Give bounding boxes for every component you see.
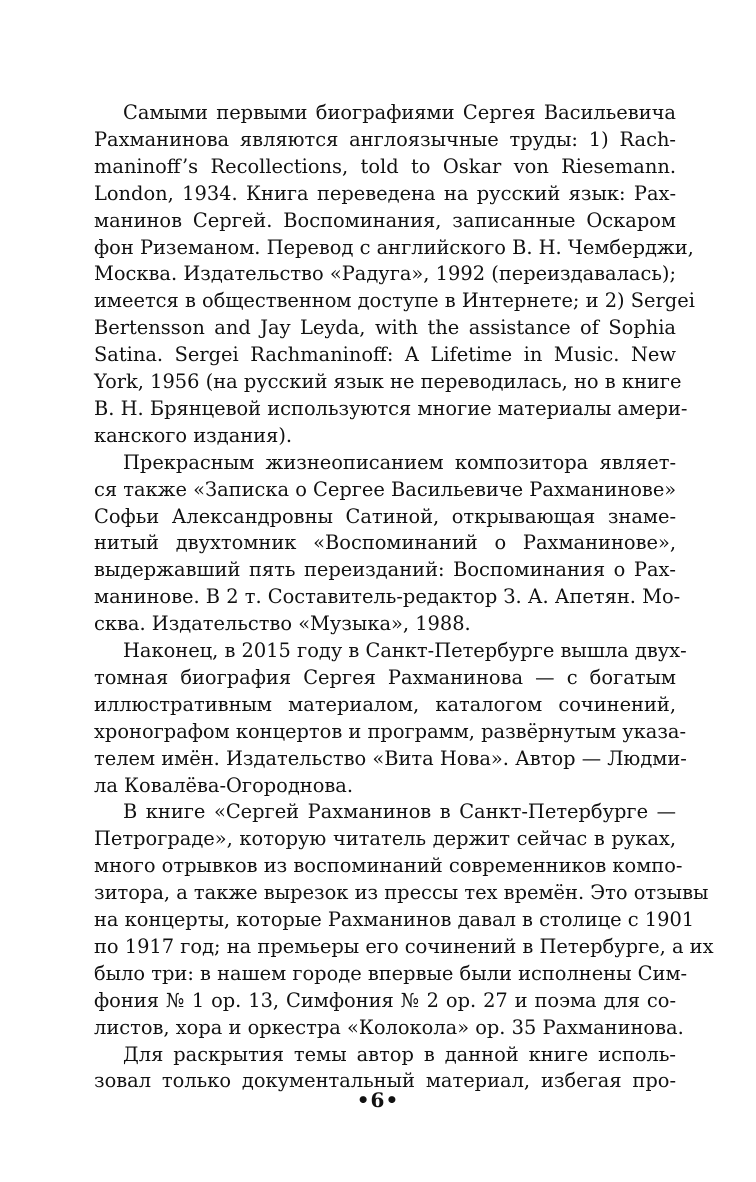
text-line: В книге «Сергей Рахманинов в Санкт-Петербурге — xyxy=(123,800,676,824)
text-line: Для раскрытия темы автор в данной книге исполь- xyxy=(123,1042,676,1066)
text-line: манинове. В 2 т. Составитель-редактор З. А. Апетян. Мо- xyxy=(94,585,681,609)
text-line: Самыми первыми биографиями Сергея Васильевича xyxy=(123,101,676,124)
text-line: Петрограде», которую читатель держит сейчас в руках, xyxy=(94,827,676,851)
text-line: ла Ковалёва-Огороднова. xyxy=(94,773,354,797)
text-line: имеется в общественном доступе в Интернете; и 2) Sergei xyxy=(94,289,695,313)
text-line: London, 1934. Книга переведена на русский язык: Рах- xyxy=(94,181,676,205)
text-line: фон Риземаном. Перевод с английского В. Н. Чемберджи, xyxy=(94,235,694,259)
text-line: Наконец, в 2015 году в Санкт-Петербурге вышла двух- xyxy=(123,639,687,662)
text-line: было три: в нашем городе впервые были исполнены Сим- xyxy=(94,961,688,985)
page-number: •6• xyxy=(356,1088,400,1112)
text-line: листов, хора и оркестра «Колокола» ор. 35 Рахманинова. xyxy=(94,1015,684,1039)
text-line: зовал только документальный материал, избегая про- xyxy=(94,1069,676,1093)
text-line: телем имён. Издательство «Вита Нова». Автор — Людми- xyxy=(94,746,687,770)
text-line: York, 1956 (на русский язык не переводилась, но в книге xyxy=(94,370,682,393)
text-line: зитора, а также вырезок из прессы тех времён. Это отзывы xyxy=(94,881,709,905)
text-line: Satina. Sergei Rachmaninoff: A Lifetime in Music. New xyxy=(94,343,676,367)
text-line: на концерты, которые Рахманинов давал в столице с 1901 xyxy=(94,908,695,931)
text-line: томная биография Сергея Рахманинова — с богатым xyxy=(94,665,676,689)
text-line: нитый двухтомник «Воспоминаний о Рахманинове», xyxy=(94,531,676,555)
text-line: Bertensson and Jay Leyda, with the assistance of Sophia xyxy=(94,316,676,340)
text-line: Прекрасным жизнеописанием композитора являет- xyxy=(123,450,676,474)
text-line: канского издания). xyxy=(94,423,293,447)
text-line: выдержавший пять переизданий: Воспоминания о Рах- xyxy=(94,558,676,582)
text-line: В. Н. Брянцевой используются многие материалы амери- xyxy=(94,396,688,420)
text-line: много отрывков из воспоминаний современников компо- xyxy=(94,854,683,878)
text-line: иллюстративным материалом, каталогом сочинений, xyxy=(94,692,676,716)
text-line: манинов Сергей. Воспоминания, записанные Оскаром xyxy=(94,208,676,232)
text-line: хронографом концертов и программ, развёрнутым указа- xyxy=(94,719,687,743)
text-line: Москва. Издательство «Радуга», 1992 (переиздавалась); xyxy=(94,262,676,286)
text-line: фония № 1 ор. 13, Симфония № 2 ор. 27 и поэма для со- xyxy=(94,988,676,1012)
text-line: по 1917 год; на премьеры его сочинений в Петербурге, а их xyxy=(94,934,714,958)
text-line: maninoff’s Recollections, told to Oskar von Riesemann. xyxy=(94,154,676,178)
text-line: ся также «Записка о Сергее Васильевиче Рахманинове» xyxy=(94,477,677,501)
text-line: сква. Издательство «Музыка», 1988. xyxy=(94,612,471,636)
text-line: Рахманинова являются англоязычные труды: 1) Rach- xyxy=(94,127,676,151)
text-line: Софьи Александровны Сатиной, открывающая знаме- xyxy=(94,504,676,528)
